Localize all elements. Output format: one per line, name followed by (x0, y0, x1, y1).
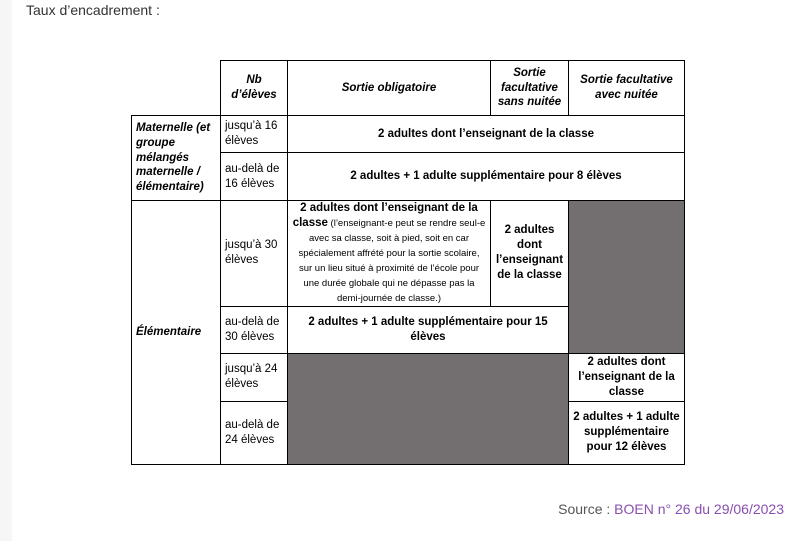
header-sortie-sans-nuitee: Sortie facultative sans nuitée (491, 61, 569, 116)
table-header-row (132, 61, 685, 116)
table-row (132, 201, 685, 307)
header-sortie-avec-nuitee: Sortie facultative avec nuitée (569, 61, 685, 116)
rule-cell: 2 adultes dont l’enseignant de la classe (491, 201, 569, 307)
rule-cell: 2 adultes + 1 adulte supplémentaire pour 12 élèves (569, 401, 685, 464)
empty-corner-cell (132, 61, 221, 116)
section-title: Taux d’encadrement : (26, 2, 160, 18)
count-cell: au-delà de 16 élèves (221, 153, 288, 201)
rule-cell: 2 adultes + 1 adulte supplémentaire pour 8 élèves (288, 153, 685, 201)
source-link[interactable]: BOEN n° 26 du 29/06/2023 (614, 501, 784, 517)
rule-note: (l’enseignant-e peut se rendre seul-e avec sa classe, soit à pied, soit en car spécialement affrété pour la sortie scolaire, sur un lieu situé à proximité de l’école pour une durée globale qui ne dépasse pas la demi-journée de classe.) (298, 217, 486, 304)
source-label: Source : (558, 501, 615, 517)
count-cell: au-delà de 24 élèves (221, 401, 288, 464)
count-cell: jusqu’à 16 élèves (221, 116, 288, 153)
count-cell: jusqu’à 24 élèves (221, 353, 288, 401)
rule-cell-with-note (288, 201, 491, 307)
supervision-rate-table (131, 60, 685, 465)
source-citation (558, 501, 784, 517)
row-head-maternelle: Maternelle (et groupe mélangés maternelle / élémentaire) (132, 116, 221, 201)
header-nb-eleves: Nb d’élèves (221, 61, 288, 116)
rule-cell: 2 adultes dont l’enseignant de la classe (569, 353, 685, 401)
header-sortie-obligatoire: Sortie obligatoire (288, 61, 491, 116)
count-cell: au-delà de 30 élèves (221, 306, 288, 353)
rule-text: 2 adultes dont l’enseignant de la classe (292, 202, 478, 229)
table-row (132, 116, 685, 153)
left-margin-stripe (0, 0, 12, 541)
rule-cell: 2 adultes dont l’enseignant de la classe (288, 116, 685, 153)
shaded-empty-cell (569, 201, 685, 354)
shaded-empty-cell (288, 353, 569, 464)
count-cell: jusqu’à 30 élèves (221, 201, 288, 307)
row-head-elementaire: Élémentaire (132, 201, 221, 465)
rule-cell: 2 adultes + 1 adulte supplémentaire pour 15 élèves (288, 306, 569, 353)
